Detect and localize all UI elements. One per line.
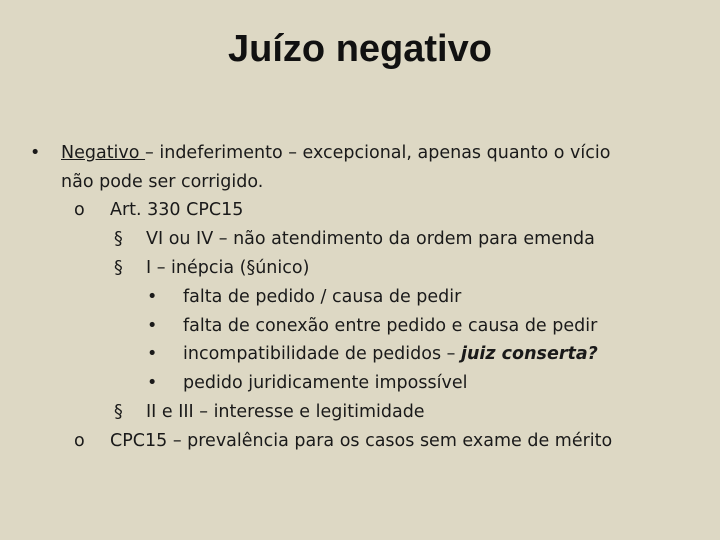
bullet-marker: •: [147, 344, 158, 364]
bullet-marker: •: [30, 143, 41, 163]
negativo-description: – indeferimento – excepcional, apenas quanto o vício: [145, 143, 611, 163]
juiz-conserta-emphasis: juiz conserta?: [460, 344, 598, 364]
section-marker: §: [114, 258, 123, 278]
sub-bullet-marker: o: [74, 431, 85, 451]
inepcia-item-falta-pedido: falta de pedido / causa de pedir: [183, 287, 462, 307]
section-marker: §: [114, 402, 123, 422]
incompatibilidade-text: incompatibilidade de pedidos –: [183, 344, 461, 364]
bullet-marker: •: [147, 287, 158, 307]
section-marker: §: [114, 229, 123, 249]
inepcia-item-impossivel: pedido juridicamente impossível: [183, 373, 468, 393]
bullet-marker: •: [147, 373, 158, 393]
item-inepcia: I – inépcia (§único): [146, 258, 310, 278]
bullet-marker: •: [147, 316, 158, 336]
negativo-term: Negativo: [61, 143, 146, 163]
bullet-negativo-continuation: não pode ser corrigido.: [61, 172, 264, 192]
inepcia-item-incompatibilidade: [183, 342, 598, 366]
sub-bullet-marker: o: [74, 200, 85, 220]
inepcia-item-falta-conexao: falta de conexão entre pedido e causa de pedir: [183, 316, 598, 336]
sub-bullet-art330: Art. 330 CPC15: [110, 200, 244, 220]
item-ii-iii: II e III – interesse e legitimidade: [146, 402, 425, 422]
sub-bullet-cpc15: CPC15 – prevalência para os casos sem exame de mérito: [110, 431, 613, 451]
item-vi-iv: VI ou IV – não atendimento da ordem para emenda: [146, 229, 595, 249]
slide-title: Juízo negativo: [228, 28, 492, 70]
bullet-negativo: [61, 141, 610, 165]
